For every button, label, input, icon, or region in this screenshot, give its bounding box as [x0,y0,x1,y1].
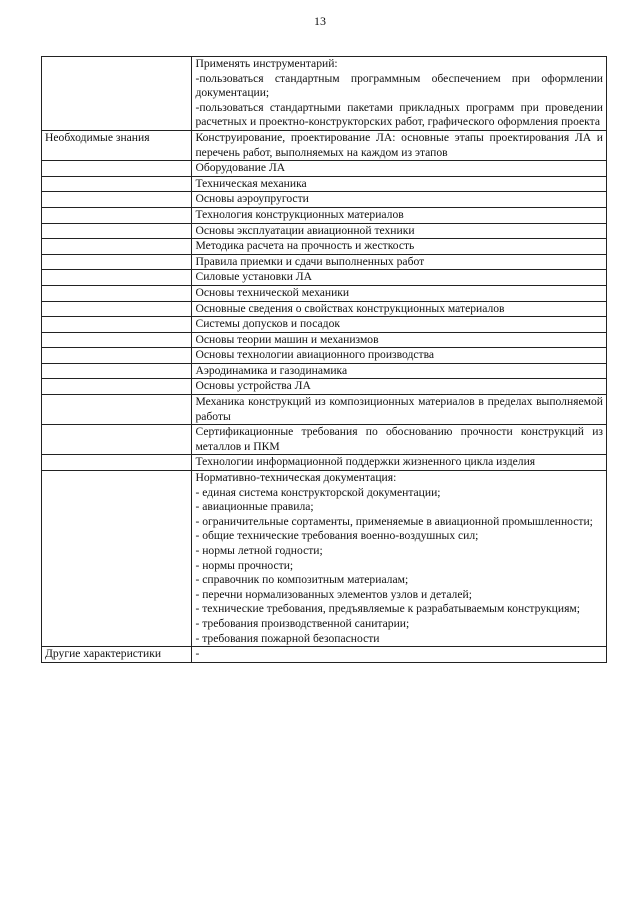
row-label [42,239,192,255]
row-content [192,270,607,286]
table-row [42,57,607,131]
table-row [42,379,607,395]
content-line: - нормы прочности; [195,558,294,572]
row-label [42,192,192,208]
content-line: - единая система конструкторской документации; [195,485,441,499]
content-line: Основы аэроупругости [195,192,309,206]
content-line: Основные сведения о свойствах конструкционных материалов [195,301,505,315]
content-line: Основы устройства ЛА [195,379,311,393]
table-row [42,270,607,286]
content-line: Основы эксплуатации авиационной техники [195,223,415,237]
content-line: Применять инструментарий: [195,57,338,70]
row-label [42,363,192,379]
content-line: Системы допусков и посадок [195,317,340,331]
table-row [42,471,607,647]
row-content [192,57,607,131]
row-content [192,395,607,425]
content-line: Основы технологии авиационного производства [195,348,435,362]
content-line: - [195,647,200,661]
table-row [42,348,607,364]
row-content [192,192,607,208]
row-content [192,455,607,471]
content-line: - технические требования, предъявляемые к разрабатываемым конструкциям; [195,602,580,616]
row-label: Другие характеристики [42,647,192,663]
row-content [192,176,607,192]
qualification-table [41,56,607,663]
row-label [42,223,192,239]
table-row [42,285,607,301]
table-row [42,395,607,425]
content-line: Технология конструкционных материалов [195,207,404,221]
row-label [42,317,192,333]
content-line: Силовые установки ЛА [195,270,313,284]
table-row [42,207,607,223]
content-line: Основы теории машин и механизмов [195,332,379,346]
table-row [42,363,607,379]
table-row [42,317,607,333]
table-row [42,239,607,255]
content-line: - ограничительные сортаменты, применяемые в авиационной промышленности; [195,514,593,528]
row-label [42,207,192,223]
content-line: Правила приемки и сдачи выполненных работ [195,254,425,268]
row-content [192,379,607,395]
row-label [42,57,192,131]
content-line: - авиационные правила; [195,500,314,514]
row-label [42,285,192,301]
content-line: Техническая механика [195,176,307,190]
content-line: - перечни нормализованных элементов узлов и деталей; [195,587,472,601]
content-line: Сертификационные требования по обоснованию прочности конструкций из металлов и ПКМ [195,425,603,453]
row-label [42,301,192,317]
content-line: -пользоваться стандартными пакетами прикладных программ при проведении расчетных и проектно-конструкторских работ, графического оформления проекта [195,100,603,129]
row-content [192,363,607,379]
table-row [42,455,607,471]
content-line: -пользоваться стандартным программным обеспечением при оформлении документации; [195,71,603,100]
row-content [192,254,607,270]
row-content [192,317,607,333]
content-line: Механика конструкций из композиционных материалов в пределах выполняемой работы [195,395,603,423]
content-line: - требования пожарной безопасности [195,631,380,645]
row-content [192,332,607,348]
content-line: - требования производственной санитарии; [195,616,410,630]
row-label [42,270,192,286]
row-label [42,379,192,395]
table-row [42,130,607,160]
table-row [42,161,607,177]
row-label [42,254,192,270]
row-label [42,332,192,348]
row-label [42,425,192,455]
row-label [42,161,192,177]
content-line: Методика расчета на прочность и жесткость [195,239,415,253]
content-line: Технологии информационной поддержки жизненного цикла изделия [195,455,536,469]
content-line: Основы технической механики [195,285,350,299]
row-label [42,455,192,471]
row-label [42,176,192,192]
content-line: - нормы летной годности; [195,544,323,557]
row-content [192,130,607,160]
page-number: 13 [314,14,326,28]
row-content [192,647,607,663]
table-row [42,223,607,239]
row-label [42,471,192,647]
row-label [42,348,192,364]
row-content [192,223,607,239]
row-content [192,425,607,455]
content-line: Конструирование, проектирование ЛА: основные этапы проектирования ЛА и перечень работ, выполняемых на каждом из этапов [195,130,603,159]
row-label: Необходимые знания [42,130,192,160]
content-line: Нормативно-техническая документация: [195,471,397,485]
row-content [192,239,607,255]
table-row [42,647,607,663]
row-content [192,207,607,223]
row-content [192,301,607,317]
row-content [192,348,607,364]
table-row [42,176,607,192]
table-row [42,301,607,317]
row-content [192,161,607,177]
content-line: Оборудование ЛА [195,161,286,175]
row-content [192,285,607,301]
row-content [192,471,607,647]
table-row [42,192,607,208]
table-row [42,254,607,270]
table-row [42,425,607,455]
content-line: Аэродинамика и газодинамика [195,363,348,377]
row-label [42,395,192,425]
table-body [42,57,607,663]
content-line: - общие технические требования военно-воздушных сил; [195,529,479,543]
content-line: - справочник по композитным материалам; [195,573,409,587]
table-row [42,332,607,348]
